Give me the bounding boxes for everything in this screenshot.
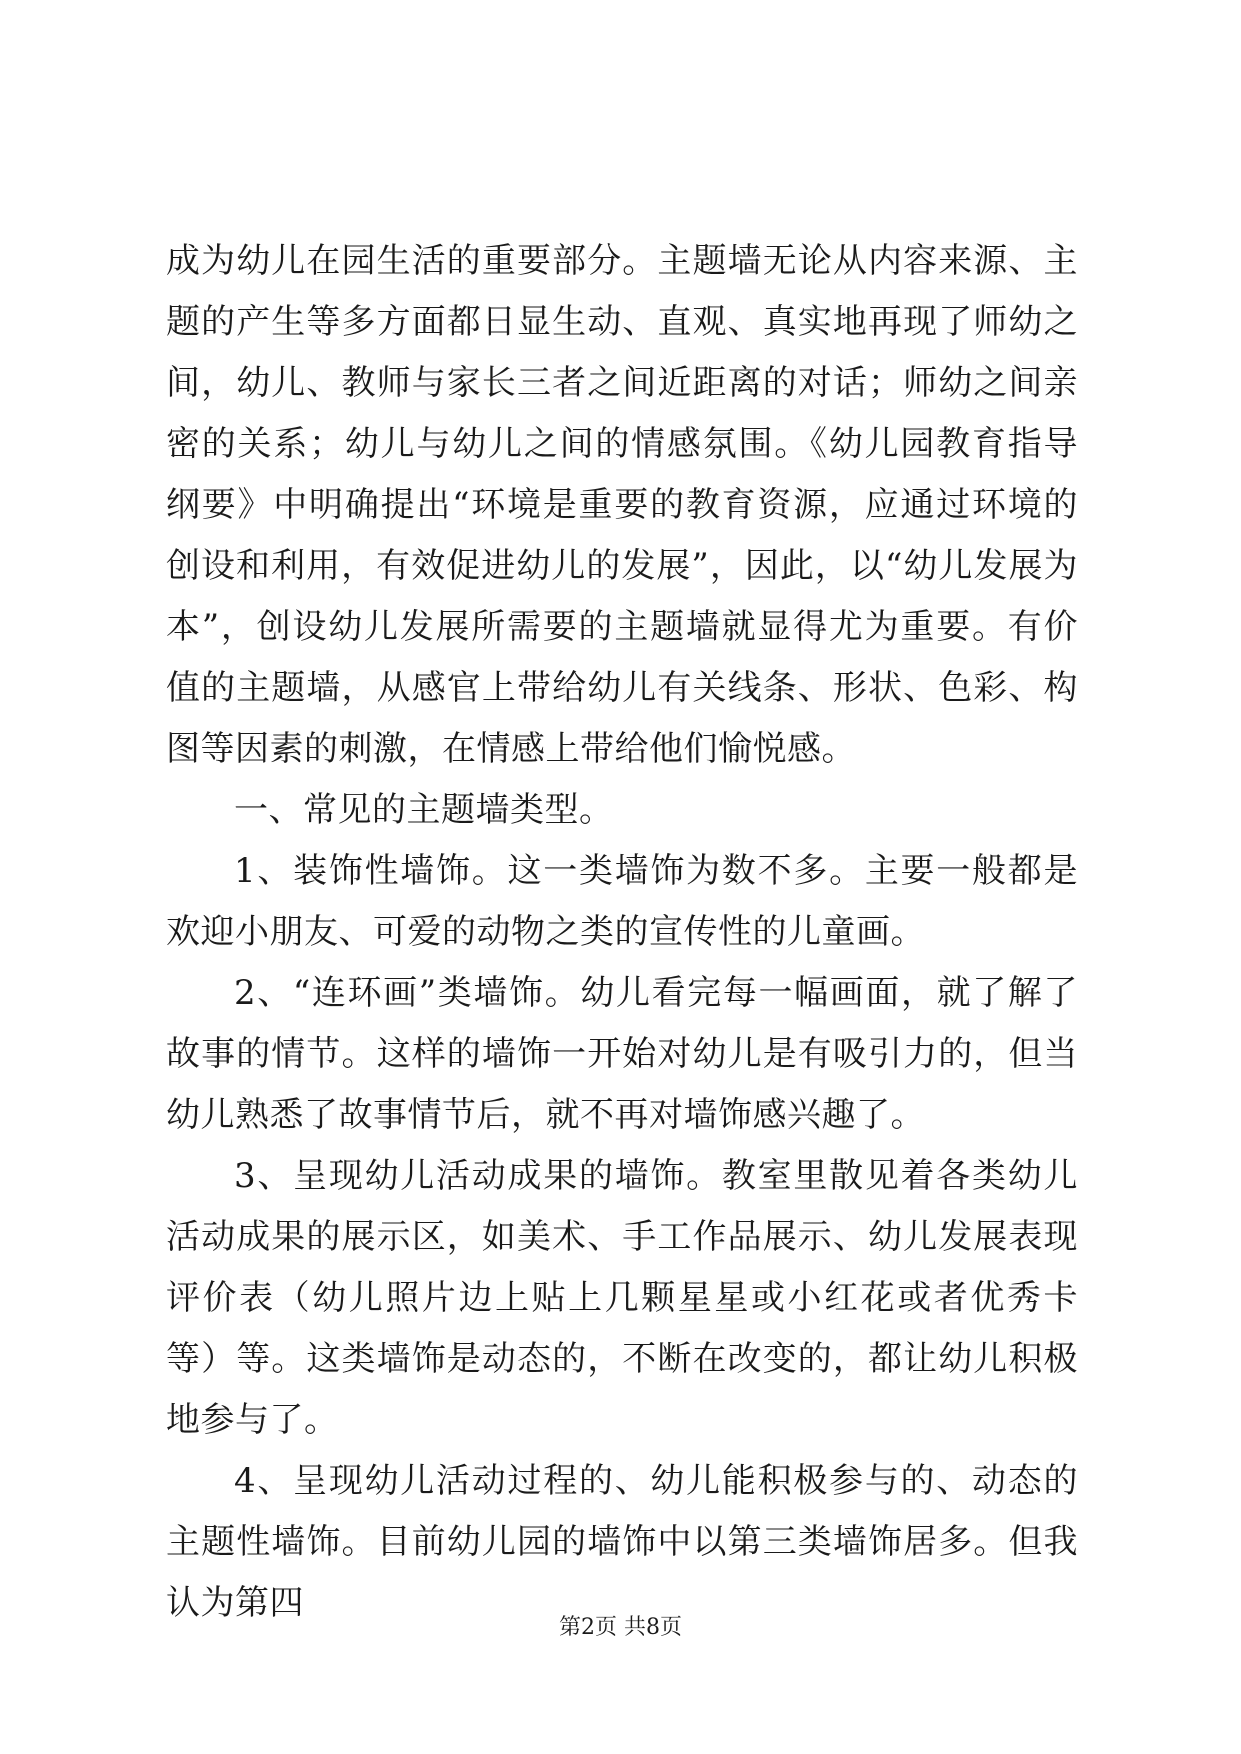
page-number-footer: 第2页 共8页 xyxy=(559,1615,682,1640)
list-item-1: 1、装饰性墙饰。这一类墙饰为数不多。主要一般都是欢迎小朋友、可爱的动物之类的宣传性的儿童画。 xyxy=(166,851,1078,952)
paragraph-continuation: 成为幼儿在园生活的重要部分。主题墙无论从内容来源、主题的产生等多方面都日显生动、直观、真实地再现了师幼之间，幼儿、教师与家长三者之间近距离的对话；师幼之间亲密的关系；幼儿与幼儿之间的情感氛围。《幼儿园教育指导纲要》中明确提出“环境是重要的教育资源，应通过环境的创设和利用，有效促进幼儿的发展”，因此，以“幼儿发展为本”，创设幼儿发展所需要的主题墙就显得尤为重要。有价值的主题墙，从感官上带给幼儿有关线条、形状、色彩、构图等因素的刺激，在情感上带给他们愉悦感。 xyxy=(166,241,1078,769)
section-heading: 一、常见的主题墙类型。 xyxy=(234,790,614,830)
list-item-2: 2、“连环画”类墙饰。幼儿看完每一幅画面，就了解了故事的情节。这样的墙饰一开始对幼儿是有吸引力的，但当幼儿熟悉了故事情节后，就不再对墙饰感兴趣了。 xyxy=(166,973,1078,1135)
list-item-4: 4、呈现幼儿活动过程的、幼儿能积极参与的、动态的主题性墙饰。目前幼儿园的墙饰中以第三类墙饰居多。但我认为第四 xyxy=(166,1461,1078,1623)
list-item-3: 3、呈现幼儿活动成果的墙饰。教室里散见着各类幼儿活动成果的展示区，如美术、手工作品展示、幼儿发展表现评价表（幼儿照片边上贴上几颗星星或小红花或者优秀卡等）等。这类墙饰是动态的，不断在改变的，都让幼儿积极地参与了。 xyxy=(166,1156,1078,1440)
document-body xyxy=(166,231,1078,1634)
